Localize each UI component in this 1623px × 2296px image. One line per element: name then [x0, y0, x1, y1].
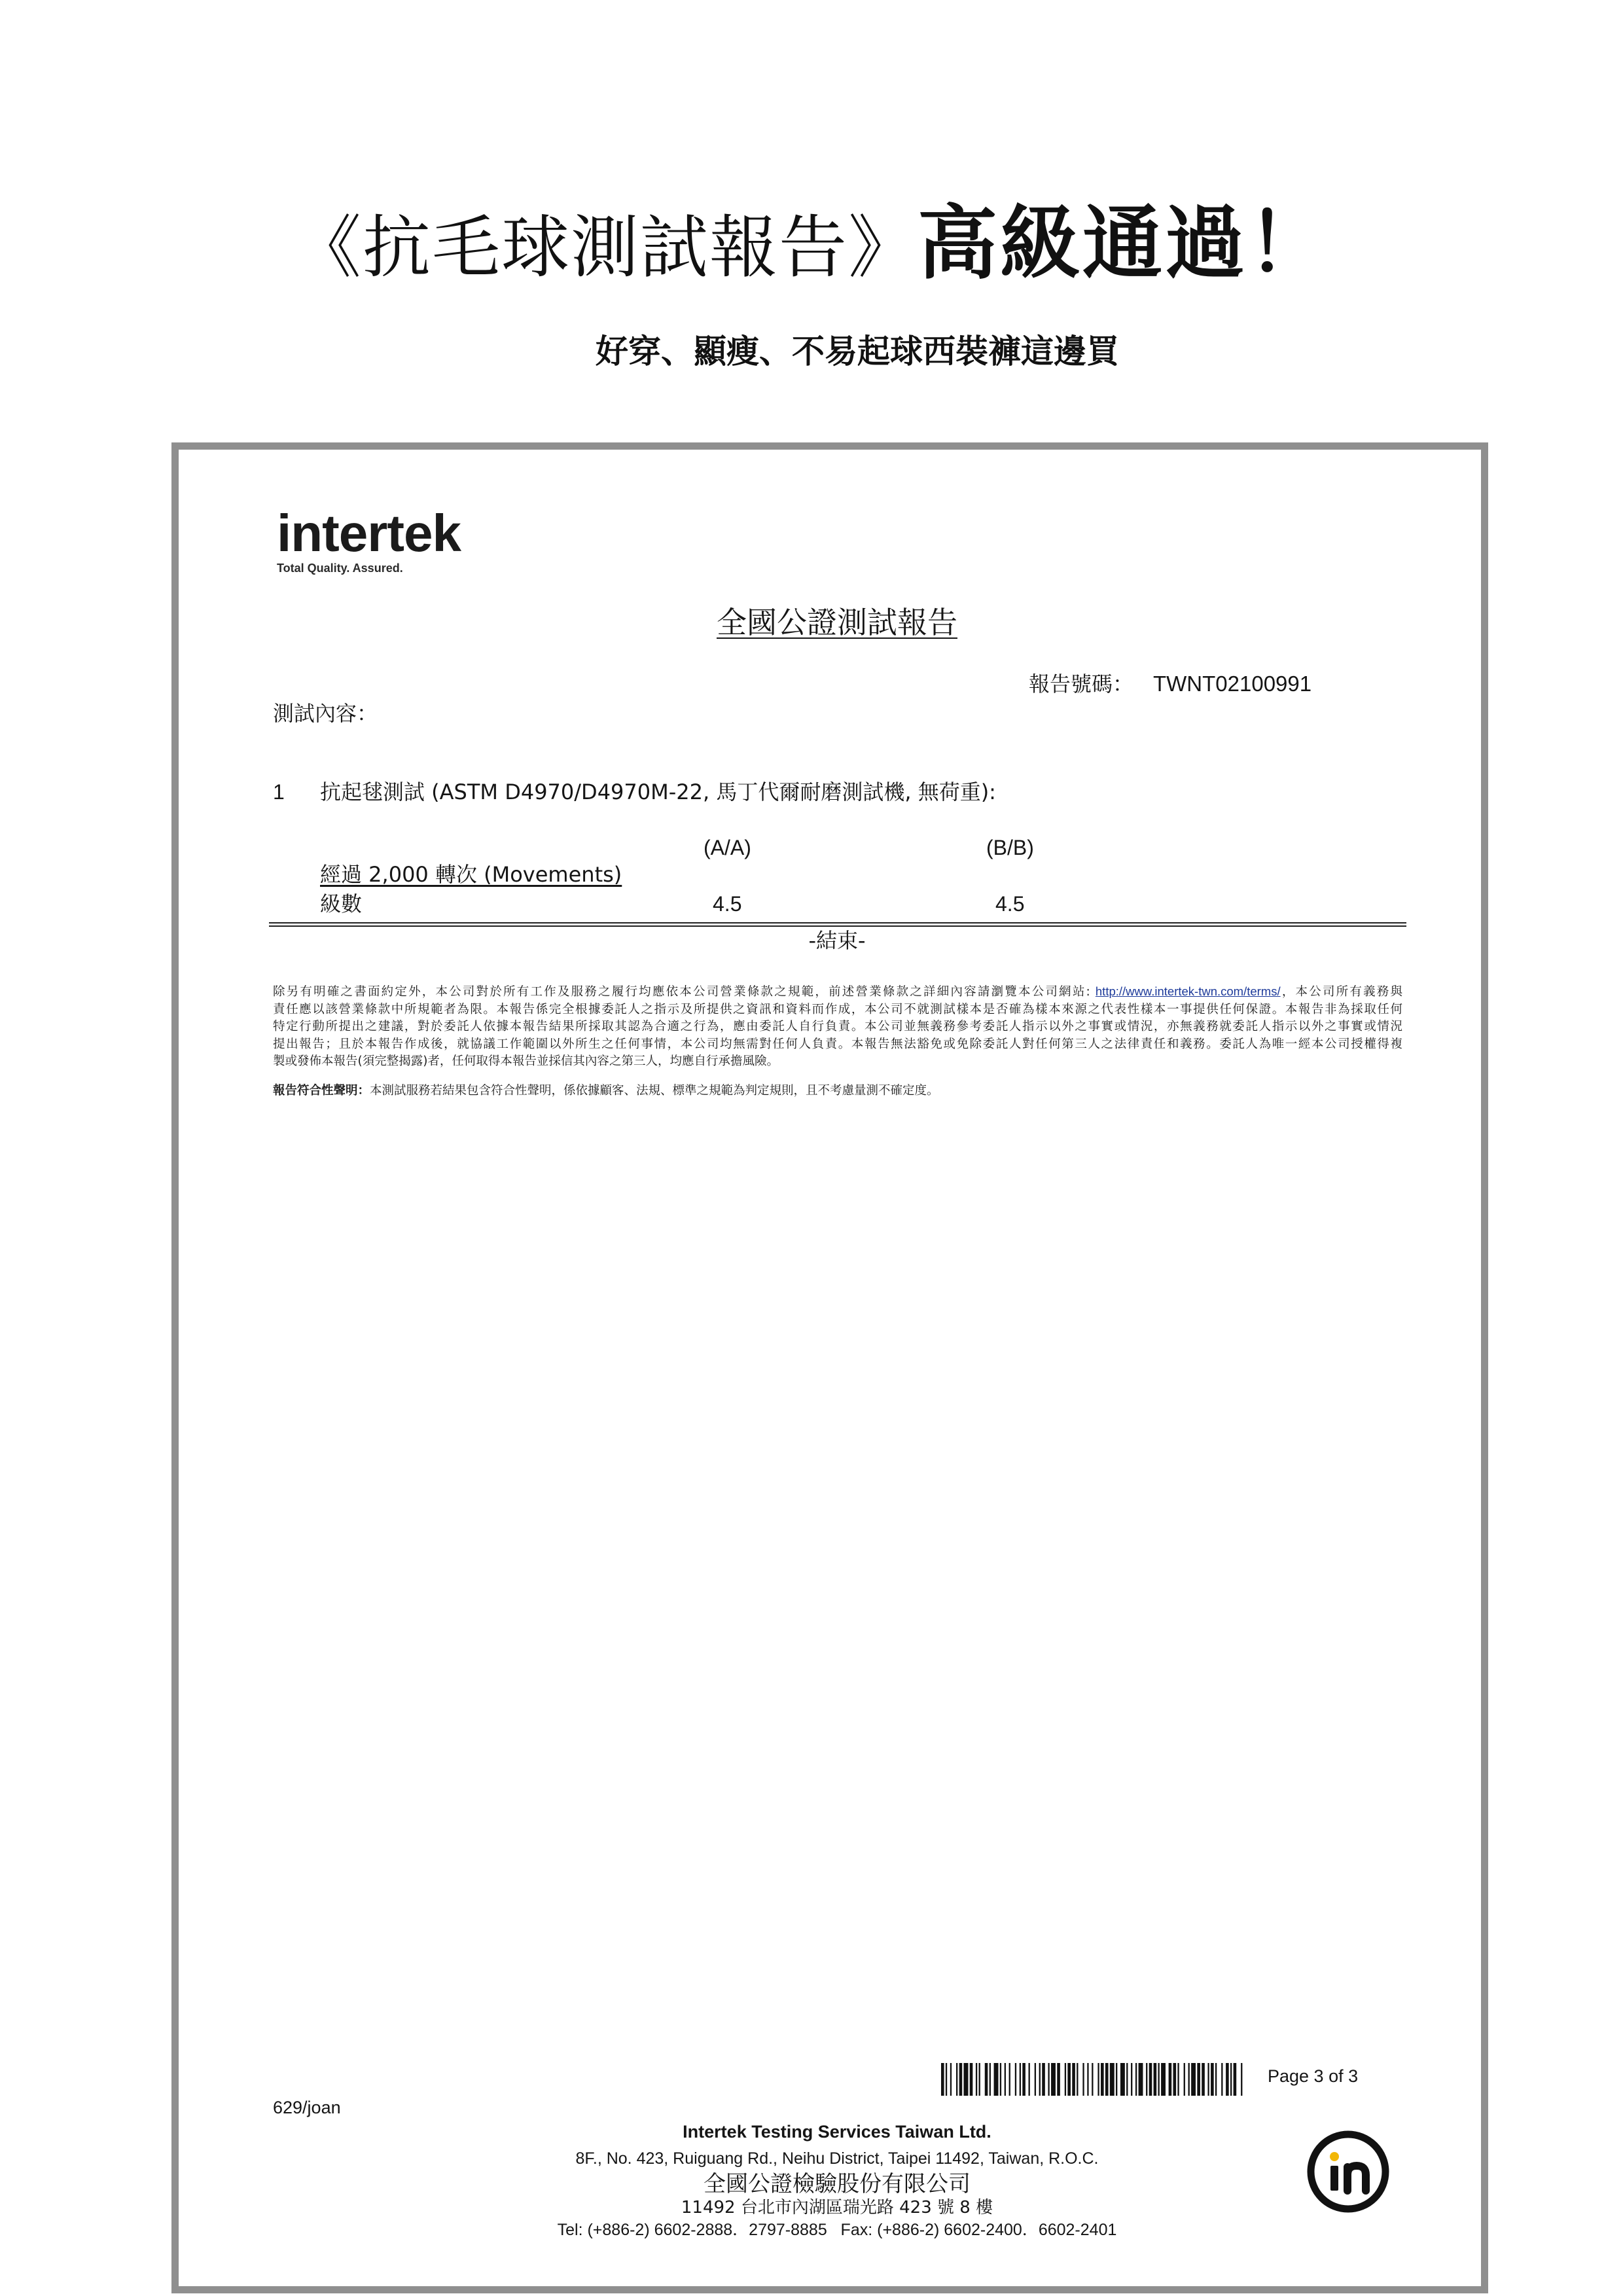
in-icon-i-dot — [1330, 2152, 1339, 2161]
barcode-bar — [1120, 2063, 1125, 2096]
disclaimer-line: 責任應以該營業條款中所規範者為限。本報告係完全根據委託人之指示及所提供之資訊和資料而作成，本公司不就測試樣本是否確為樣本來源之代表性樣本一事提供任何保證。本報告非為採取任何 — [273, 1002, 1402, 1016]
disclaimer-line: 提出報告；且於本報告作成後，就協議工作範圍以外所生之任何事情，本公司均無需對任何人負責。本報告無法豁免或免除委託人對任何第三人之法律責任和義務。委託人為唯一經本公司授權得複 — [273, 1037, 1402, 1051]
barcode-bar — [1072, 2063, 1075, 2096]
barcode-bar — [1146, 2063, 1147, 2096]
company-name-en: Intertek Testing Services Taiwan Ltd. — [683, 2122, 991, 2142]
barcode-bar — [1020, 2063, 1021, 2096]
end-mark: -結束- — [808, 928, 866, 953]
barcode-bar — [1035, 2063, 1036, 2096]
barcode-bar — [1149, 2063, 1152, 2096]
barcode-bar — [1022, 2063, 1026, 2096]
promo-title-regular: 《抗毛球測試報告》 — [293, 207, 918, 287]
grade-value-bb: 4.5 — [995, 892, 1025, 916]
company-name-zh: 全國公證檢驗股份有限公司 — [704, 2171, 971, 2197]
barcode-bar — [1039, 2063, 1041, 2096]
promo-title — [0, 191, 1623, 296]
barcode-bar — [979, 2063, 980, 2096]
barcode-bar — [1191, 2063, 1196, 2096]
barcode-bar — [1241, 2063, 1242, 2096]
in-icon-n — [1347, 2166, 1366, 2191]
barcode-bar — [1126, 2063, 1128, 2096]
barcode-bar — [1215, 2063, 1217, 2096]
barcode-bar — [1197, 2063, 1200, 2096]
barcode-bar — [1065, 2063, 1066, 2096]
barcode-bar — [976, 2063, 977, 2096]
grade-value-aa: 4.5 — [713, 892, 742, 916]
disclaimer-line: 製或發佈本報告(須完整揭露)者，任何取得本報告並採信其內容之第三人，均應自行承擔風險。 — [273, 1054, 779, 1068]
intertek-logo — [277, 504, 461, 575]
barcode-bar — [1029, 2063, 1030, 2096]
barcode-bar — [1116, 2063, 1117, 2096]
disclaimer-line — [273, 983, 1402, 1001]
barcode-bar — [1221, 2063, 1222, 2096]
page-number: Page 3 of 3 — [1268, 2066, 1359, 2086]
barcode-bar — [1015, 2063, 1016, 2096]
column-header-bb: (B/B) — [986, 836, 1034, 859]
grade-row-label: 級數 — [320, 891, 363, 916]
barcode-bar — [1101, 2063, 1104, 2096]
barcode-bar — [1173, 2063, 1177, 2096]
barcode-bar — [994, 2063, 999, 2096]
reference-code: 629/joan — [273, 2098, 341, 2117]
barcode-bar — [1161, 2063, 1166, 2096]
promo-title-bold: 高級通過！ — [918, 197, 1330, 290]
column-header-aa: (A/A) — [704, 836, 751, 859]
report-number-label: 報告號碼： — [1029, 672, 1134, 696]
barcode-bar — [1000, 2063, 1001, 2096]
barcode-bar — [1097, 2063, 1099, 2096]
conformity-statement — [273, 1083, 939, 1099]
test-index: 1 — [273, 780, 285, 804]
barcode-bar — [1087, 2063, 1088, 2096]
barcode-bar — [1226, 2063, 1229, 2096]
barcode-bar — [1131, 2063, 1132, 2096]
barcode-bar — [1110, 2063, 1115, 2096]
barcode-bar — [956, 2063, 957, 2096]
barcode-bar — [1211, 2063, 1214, 2096]
report-number-value: TWNT02100991 — [1153, 672, 1312, 696]
barcode-bar — [1042, 2063, 1045, 2096]
promo-subtitle: 好穿、顯瘦、不易起球西裝褲這邊買 — [596, 332, 1119, 370]
company-contact: Tel: (+886-2) 6602-2888．2797-8885 Fax: (+886-2) 6602-2400．6602-2401 — [557, 2221, 1117, 2239]
barcode-bar — [1105, 2063, 1109, 2096]
barcode-bar — [990, 2063, 991, 2096]
barcode-bar — [1184, 2063, 1185, 2096]
barcode-bar — [964, 2063, 969, 2096]
test-content-label: 測試內容： — [273, 701, 378, 726]
disclaimer — [273, 983, 1402, 1071]
test-name: 抗起毬測試 (ASTM D4970/D4970M-22, 馬丁代爾耐磨測試機, 無荷重): — [320, 780, 996, 804]
company-address-en: 8F., No. 423, Ruiguang Rd., Neihu District, Taipei 11492, Taiwan, R.O.C. — [575, 2149, 1099, 2168]
report-heading: 全國公證測試報告 — [717, 605, 957, 640]
barcode-bar — [1009, 2063, 1010, 2096]
barcode-bar — [941, 2063, 944, 2096]
in-icon-i-stem — [1330, 2166, 1338, 2191]
terms-link[interactable]: http://www.intertek-twn.com/terms/ — [1095, 984, 1281, 998]
disclaimer-line1-suffix: ，本公司所有義務與 — [1280, 985, 1402, 999]
logo-tagline: Total Quality. Assured. — [277, 562, 403, 575]
barcode-bar — [1202, 2063, 1205, 2096]
barcode-bar — [985, 2063, 988, 2096]
conformity-text: 本測試服務若結果包含符合性聲明，係依據顧客、法規、標準之規範為判定規則，且不考慮量測不確定度。 — [370, 1084, 939, 1098]
barcode-bar — [1177, 2063, 1179, 2096]
disclaimer-line: 特定行動所提出之建議，對於委託人依據本報告結果所採取其認為合適之行為，應由委託人自行負責。本公司並無義務參考委託人指示以外之事實或情況，亦無義務就委託人指示以外之事實或情況 — [273, 1020, 1402, 1033]
barcode-bar — [1169, 2063, 1172, 2096]
barcode-bar — [959, 2063, 963, 2096]
barcode-bar — [1135, 2063, 1137, 2096]
disclaimer-line1-prefix: 除另有明確之書面約定外，本公司對於所有工作及服務之履行均應依本公司營業條款之規範，前述營業條款之詳細內容請瀏覽本公司網站: — [273, 985, 1096, 999]
barcode-bar — [950, 2063, 952, 2096]
barcode-bar — [1057, 2063, 1060, 2096]
conformity-label: 報告符合性聲明： — [273, 1084, 370, 1098]
barcode-bar — [1067, 2063, 1071, 2096]
barcode-bar — [1092, 2063, 1093, 2096]
barcode-bar — [1230, 2063, 1232, 2096]
barcode-bar — [1234, 2063, 1237, 2096]
barcode-icon — [941, 2063, 1245, 2096]
company-address-zh: 11492 台北市內湖區瑞光路 423 號 8 樓 — [681, 2198, 993, 2217]
barcode-bar — [970, 2063, 973, 2096]
barcode-bar — [946, 2063, 947, 2096]
barcode-bar — [1082, 2063, 1084, 2096]
barcode-bar — [1154, 2063, 1157, 2096]
barcode-bar — [1048, 2063, 1049, 2096]
logo-wordmark: intertek — [277, 504, 461, 562]
barcode-bar — [1207, 2063, 1209, 2096]
barcode-bar — [1158, 2063, 1159, 2096]
test-condition: 經過 2,000 轉次 (Movements) — [320, 862, 622, 887]
barcode-bar — [1188, 2063, 1190, 2096]
barcode-bar — [1051, 2063, 1056, 2096]
document-frame — [171, 442, 1488, 2293]
double-rule-divider — [269, 922, 1406, 927]
intertek-in-icon — [1304, 2128, 1392, 2215]
barcode-bar — [1005, 2063, 1006, 2096]
barcode-bar — [1139, 2063, 1143, 2096]
barcode-bar — [1077, 2063, 1078, 2096]
